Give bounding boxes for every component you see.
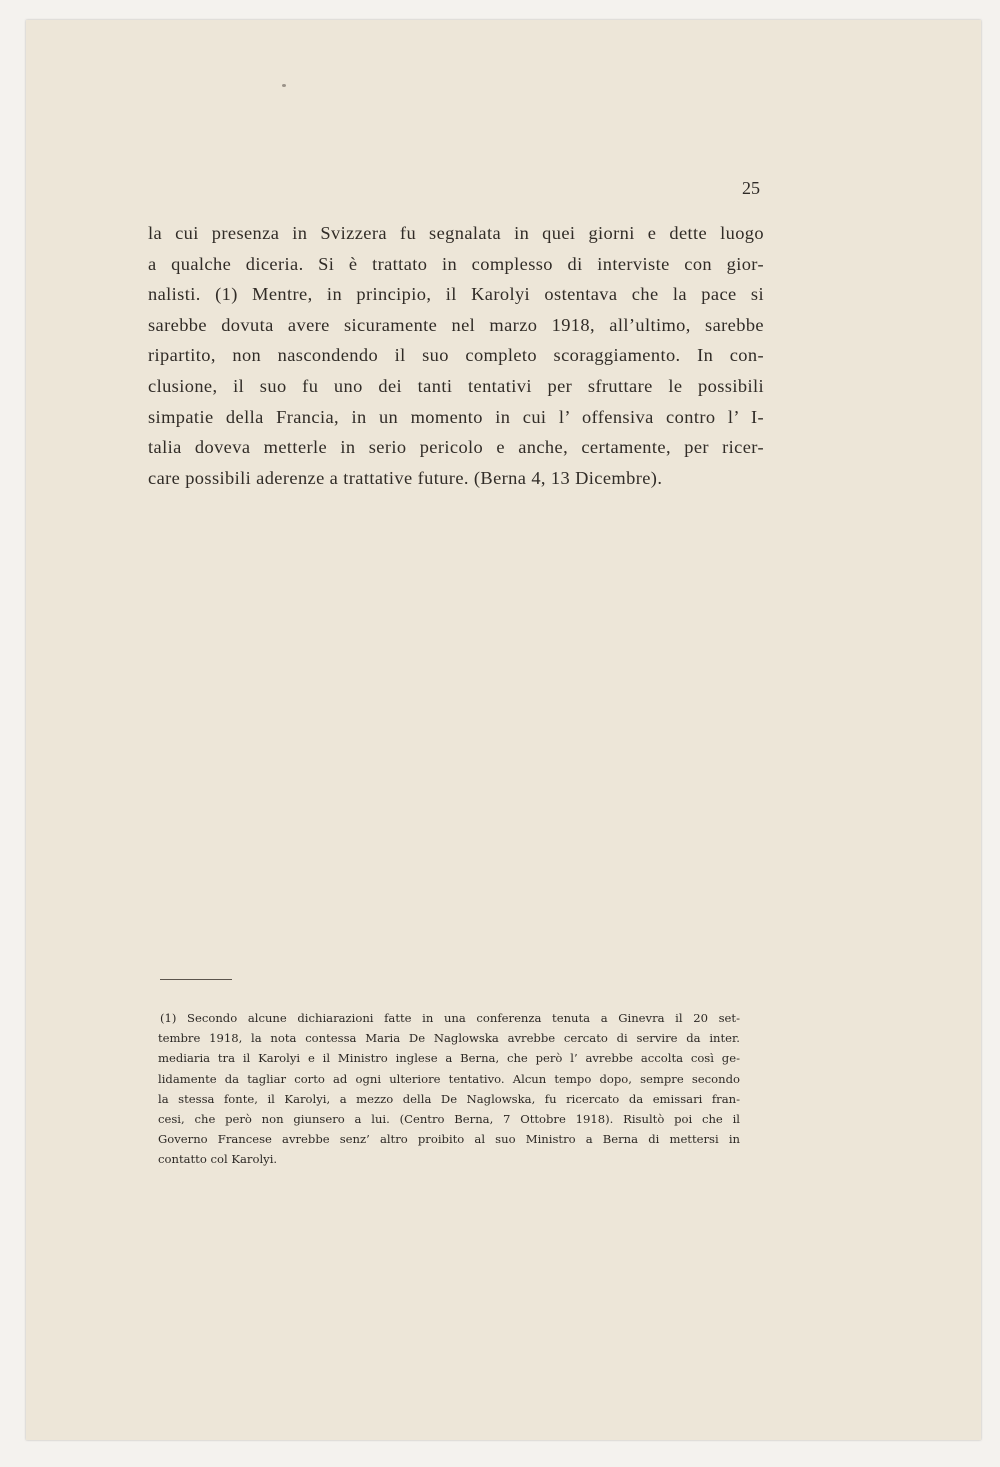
footnote-separator: [160, 979, 232, 980]
footnote-line: (1) Secondo alcune dichiarazioni fatte in una conferenza tenuta a Ginevra il 20 set-: [160, 1011, 740, 1025]
footnote-line: contatto col Karolyi.: [158, 1152, 278, 1167]
body-paragraph: [148, 218, 764, 493]
body-line: clusione, il suo fu uno dei tanti tentativi per sfruttare le possibili: [148, 375, 764, 396]
page-number: 25: [742, 178, 760, 198]
footnote-line: cesi, che però non giunsero a lui. (Centro Berna, 7 Ottobre 1918). Risultò poi che il: [158, 1112, 740, 1127]
footnote-line: lidamente da tagliar corto ad ogni ulteriore tentativo. Alcun tempo dopo, sempre secondo: [158, 1071, 740, 1086]
body-line: care possibili aderenze a trattative future. (Berna 4, 13 Dicembre).: [148, 467, 663, 488]
footnote-line: tembre 1918, la nota contessa Maria De Naglowska avrebbe cercato di servire da inter.: [158, 1031, 740, 1046]
body-line: la cui presenza in Svizzera fu segnalata in quei giorni e dette luogo: [148, 223, 764, 243]
body-line: ripartito, non nascondendo il suo completo scoraggiamento. In con-: [148, 345, 764, 366]
footnote: [158, 1008, 740, 1170]
body-line: sarebbe dovuta avere sicuramente nel marzo 1918, all’ultimo, sarebbe: [148, 314, 764, 335]
paper-speck: [282, 84, 286, 87]
body-line: simpatie della Francia, in un momento in cui l’ offensiva contro l’ I-: [148, 406, 764, 427]
footnote-line: Governo Francese avrebbe senz’ altro proibito al suo Ministro a Berna di mettersi in: [158, 1132, 740, 1147]
footnote-line: la stessa fonte, il Karolyi, a mezzo della De Naglowska, fu ricercato da emissari fran-: [158, 1091, 740, 1106]
body-line: talia doveva metterle in serio pericolo e anche, certamente, per ricer-: [148, 437, 764, 458]
body-line: nalisti. (1) Mentre, in principio, il Karolyi ostentava che la pace si: [148, 284, 764, 305]
body-line: a qualche diceria. Si è trattato in complesso di interviste con gior-: [148, 253, 764, 274]
footnote-line: mediaria tra il Karolyi e il Ministro inglese a Berna, che però l’ avrebbe accolta così ge-: [158, 1051, 740, 1066]
